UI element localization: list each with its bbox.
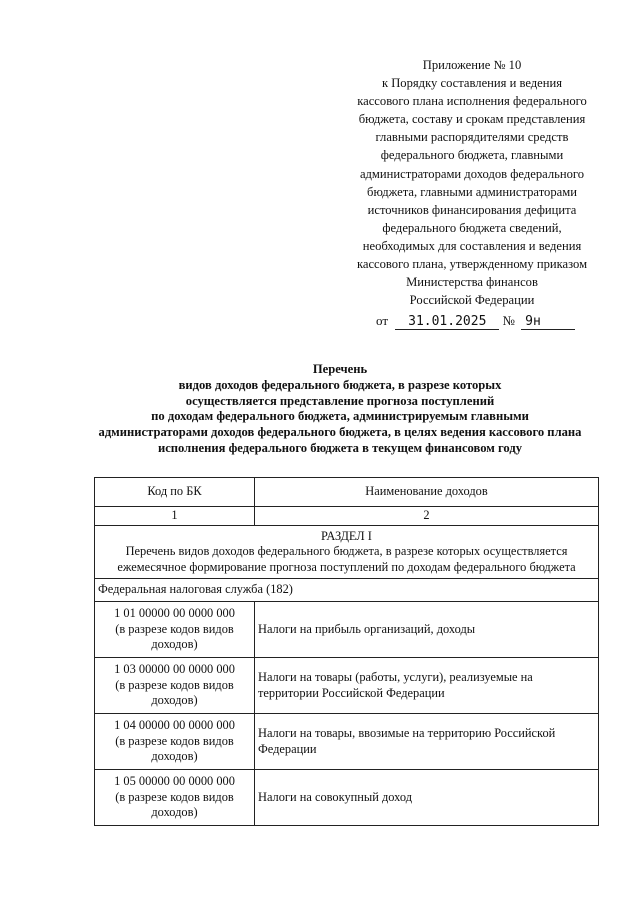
budget-code-note: (в разрезе кодов видов доходов) [115, 789, 234, 820]
code-cell [95, 658, 255, 714]
appendix-line: федерального бюджета сведений, [382, 220, 562, 235]
code-cell [95, 770, 255, 826]
budget-code-note: (в разрезе кодов видов доходов) [115, 677, 234, 708]
budget-code: 1 01 00000 00 0000 000 [114, 606, 235, 621]
column-number-code: 1 [95, 507, 255, 526]
table-header-row [95, 478, 599, 507]
appendix-header [340, 56, 604, 309]
header-code: Код по БК [95, 478, 255, 507]
budget-code: 1 03 00000 00 0000 000 [114, 662, 235, 677]
appendix-line: федерального бюджета, главными [380, 148, 564, 163]
section-cell [95, 526, 599, 579]
order-number: 9н [521, 314, 575, 330]
agency-name: Федеральная налоговая служба (182) [95, 579, 599, 602]
document-title [80, 362, 600, 457]
appendix-line: Приложение № 10 [422, 58, 522, 72]
code-cell [95, 714, 255, 770]
budget-code-note: (в разрезе кодов видов доходов) [115, 733, 234, 764]
title-line: исполнения федерального бюджета в текущем финансовом году [157, 440, 523, 455]
appendix-line: Российской Федерации [409, 293, 535, 308]
column-number-name: 2 [255, 507, 599, 526]
appendix-line: главными распорядителями средств [375, 130, 569, 145]
table-row [95, 602, 599, 658]
header-name: Наименование доходов [255, 478, 599, 507]
order-from-label: от [376, 313, 389, 328]
section-row [95, 526, 599, 579]
appendix-line: кассового плана исполнения федерального [357, 94, 587, 109]
income-types-table [94, 477, 599, 826]
section-text: Перечень видов доходов федерального бюджета, в разрезе которых осуществляется ежемесячное формирование прогноза поступлений по доходам федерального бюджета [117, 544, 576, 574]
column-number-row [95, 507, 599, 526]
income-name: Налоги на товары (работы, услуги), реализуемые на территории Российской Федерации [255, 658, 599, 714]
table-row [95, 714, 599, 770]
title-line: осуществляется представление прогноза поступлений [185, 393, 495, 408]
appendix-line: кассового плана, утвержденному приказом [356, 257, 588, 272]
appendix-line: бюджета, составу и срокам представления [358, 112, 586, 127]
code-cell [95, 602, 255, 658]
table-row [95, 770, 599, 826]
appendix-line: бюджета, главными администраторами [367, 184, 577, 199]
appendix-line: к Порядку составления и ведения [381, 76, 563, 91]
order-date: 31.01.2025 [395, 314, 499, 330]
budget-code: 1 04 00000 00 0000 000 [114, 718, 235, 733]
income-name: Налоги на товары, ввозимые на территорию Российской Федерации [255, 714, 599, 770]
agency-row [95, 579, 599, 602]
appendix-line: необходимых для составления и ведения [362, 238, 582, 253]
table-row [95, 658, 599, 714]
section-title: РАЗДЕЛ I [321, 528, 372, 543]
income-name: Налоги на совокупный доход [255, 770, 599, 826]
order-date-row [376, 313, 575, 330]
budget-code: 1 05 00000 00 0000 000 [114, 774, 235, 789]
title-line: администраторами доходов федерального бюджета, в целях ведения кассового плана [98, 425, 582, 440]
title-line: видов доходов федерального бюджета, в разрезе которых [178, 377, 502, 392]
title-line: Перечень [312, 362, 368, 376]
appendix-line: Министерства финансов [406, 275, 538, 290]
income-name: Налоги на прибыль организаций, доходы [255, 602, 599, 658]
title-line: по доходам федерального бюджета, администрируемым главными [151, 409, 529, 424]
order-number-label: № [502, 313, 515, 328]
appendix-line: администраторами доходов федерального [359, 166, 585, 181]
budget-code-note: (в разрезе кодов видов доходов) [115, 621, 234, 652]
appendix-line: источников финансирования дефицита [367, 202, 577, 217]
